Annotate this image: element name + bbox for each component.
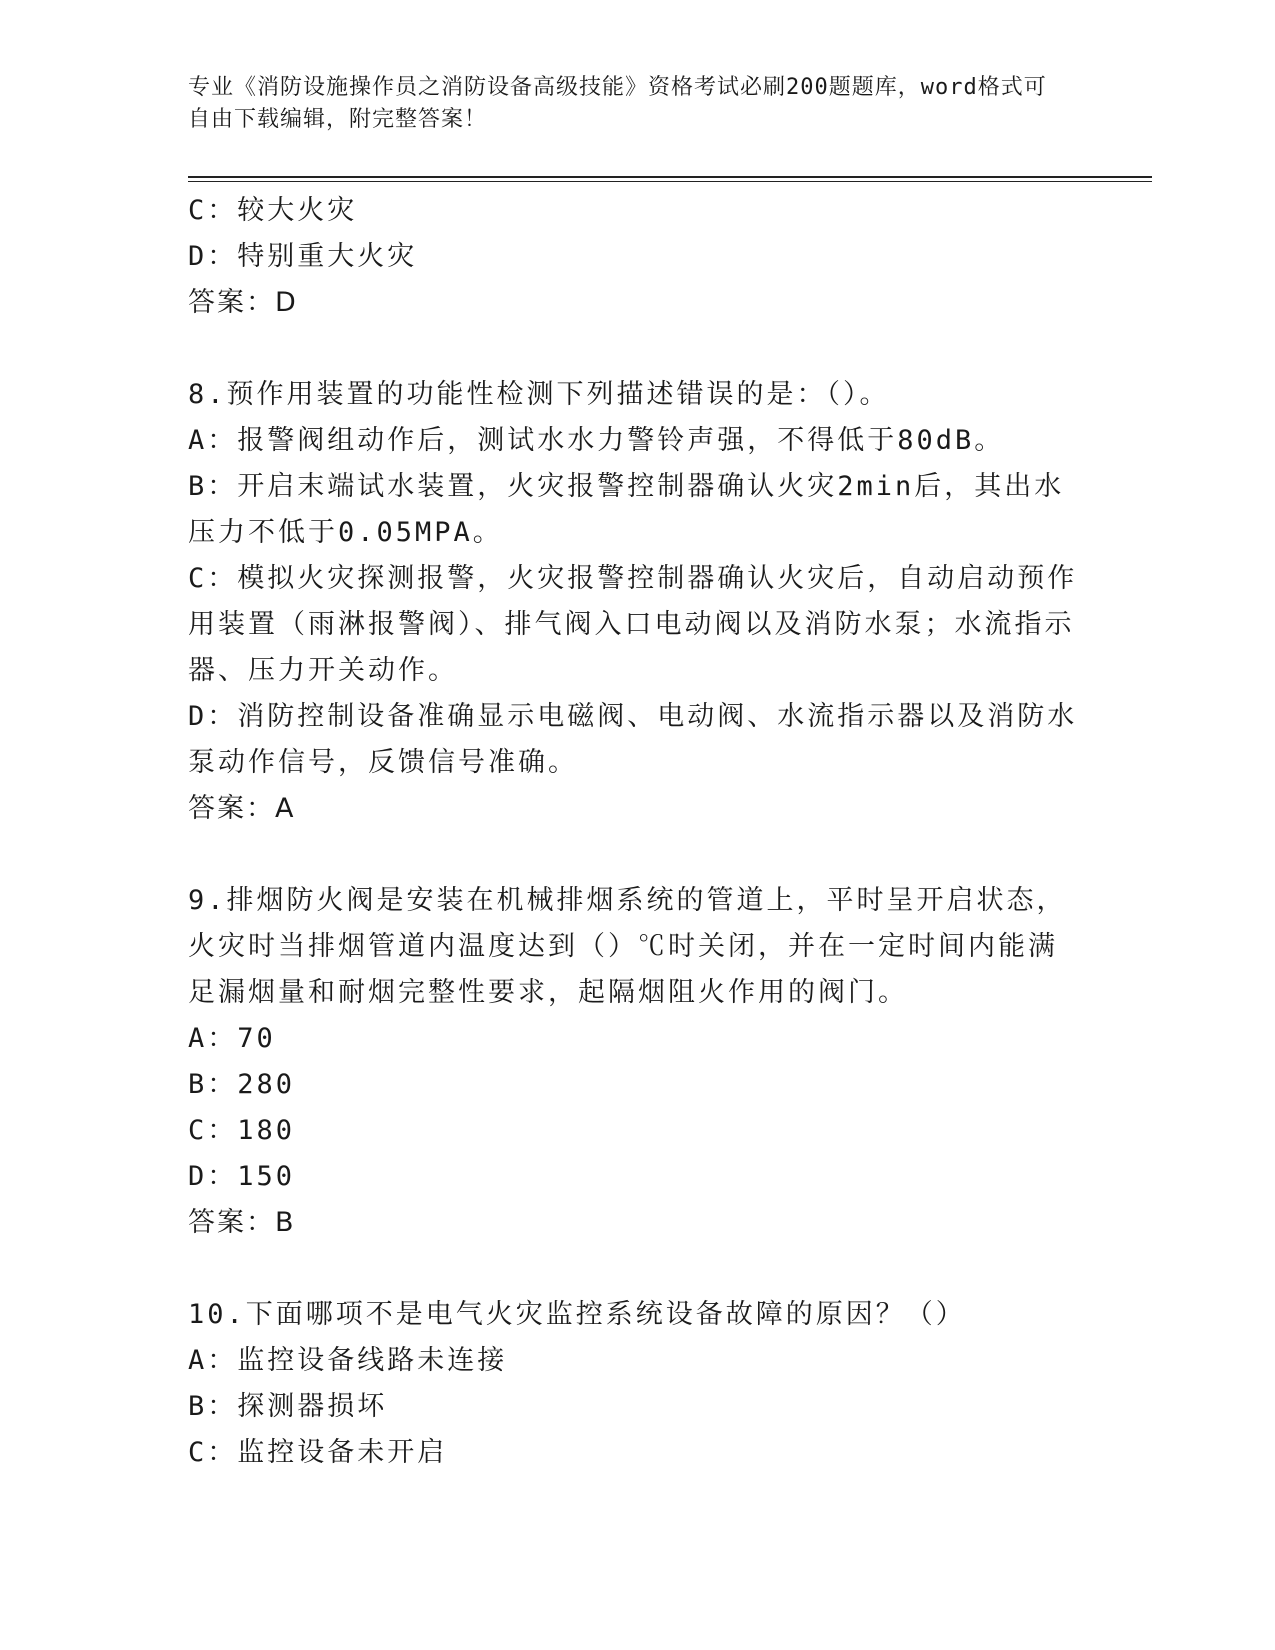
answer-label: 答案：B xyxy=(188,1207,296,1238)
header-divider-thick xyxy=(188,176,1152,178)
document-header: 专业《消防设施操作员之消防设备高级技能》资格考试必刷200题题库，word格式可自由下载编辑，附完整答案！ xyxy=(188,75,1047,132)
option-d: D：消防控制设备准确显示电磁阀、电动阀、水流指示器以及消防水泵动作信号，反馈信号准确。 xyxy=(188,701,1078,778)
answer-label: 答案：A xyxy=(188,793,296,824)
option-c: C：较大火灾 xyxy=(188,195,358,226)
header-divider-thin xyxy=(188,181,1152,182)
question-content xyxy=(188,188,1078,1476)
spacer xyxy=(188,326,1078,372)
option-b: B：280 xyxy=(188,1069,296,1100)
question-7-tail xyxy=(188,188,1078,326)
question-text: 8.预作用装置的功能性检测下列描述错误的是：（）。 xyxy=(188,379,890,410)
option-c: C：监控设备未开启 xyxy=(188,1437,448,1468)
answer-label: 答案：D xyxy=(188,287,298,318)
option-c: C：模拟火灾探测报警，火灾报警控制器确认火灾后，自动启动预作用装置（雨淋报警阀）、排气阀入口电动阀以及消防水泵；水流指示器、压力开关动作。 xyxy=(188,563,1078,686)
question-9 xyxy=(188,878,1078,1246)
question-10 xyxy=(188,1292,1078,1476)
option-a: A：报警阀组动作后，测试水水力警铃声强，不得低于80dB。 xyxy=(188,425,1005,456)
option-a: A：监控设备线路未连接 xyxy=(188,1345,508,1376)
question-text: 10.下面哪项不是电气火灾监控系统设备故障的原因？（） xyxy=(188,1299,966,1330)
spacer xyxy=(188,832,1078,878)
option-d: D：150 xyxy=(188,1161,296,1192)
option-a: A：70 xyxy=(188,1023,276,1054)
option-d: D：特别重大火灾 xyxy=(188,241,418,272)
option-c: C：180 xyxy=(188,1115,296,1146)
option-b: B：开启末端试水装置，火灾报警控制器确认火灾2min后，其出水压力不低于0.05MPA。 xyxy=(188,471,1065,548)
question-text: 9.排烟防火阀是安装在机械排烟系统的管道上，平时呈开启状态，火灾时当排烟管道内温度达到（）℃时关闭，并在一定时间内能满足漏烟量和耐烟完整性要求，起隔烟阻火作用的阀门。 xyxy=(188,885,1067,1008)
option-b: B：探测器损坏 xyxy=(188,1391,388,1422)
question-8 xyxy=(188,372,1078,832)
spacer xyxy=(188,1246,1078,1292)
